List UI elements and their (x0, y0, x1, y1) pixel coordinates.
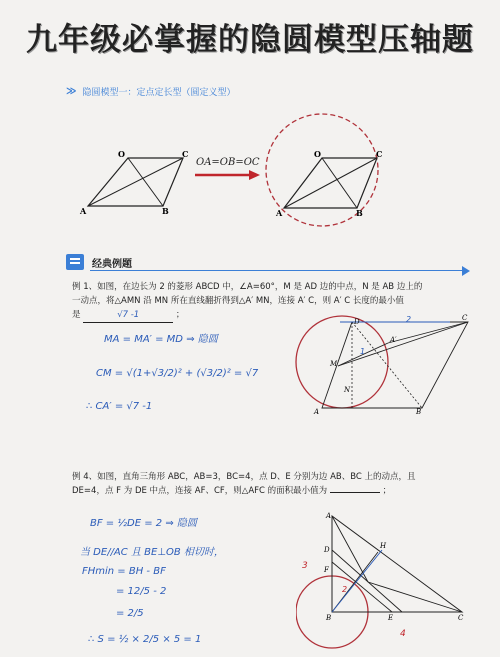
fig1-num-1: 1 (360, 347, 366, 356)
label-C: C (182, 149, 189, 159)
section-label (66, 85, 235, 98)
fig1-label-N: N (344, 386, 351, 394)
example2-suffix: ； (382, 486, 392, 496)
fig1-label-D: D (354, 318, 360, 326)
example2-line2 (72, 484, 472, 498)
equation-label: OA=OB=OC (196, 157, 260, 168)
label-B-right: B (356, 208, 363, 218)
arrow-icon (462, 266, 470, 276)
example2-blank (330, 492, 380, 493)
examples-header (66, 250, 470, 274)
example2-line2-text: DE=4，点 F 为 DE 中点，连接 AF、CF，则△AFC 的面积最小值为 (72, 486, 328, 496)
example1-line1: 例 1、如图，在边长为 2 的菱形 ABCD 中，∠A=60°，M 是 AD 边的中点，N 是 AB 边上的 (72, 282, 423, 292)
example2-hand-5: = 2/5 (116, 608, 144, 619)
book-icon (66, 254, 84, 270)
fig2-label-D: D (324, 546, 330, 554)
fig2-num-2: 2 (342, 585, 348, 594)
example1-suffix: ； (175, 310, 185, 320)
example1-figure (290, 310, 474, 428)
fig1-num-2: 2 (406, 315, 412, 324)
fig1-label-A1: A′ (390, 336, 397, 344)
example1-answer: √7 -1 (83, 308, 173, 323)
example2-figure (296, 512, 474, 652)
fig2-label-C: C (458, 614, 464, 622)
label-C-right: C (376, 149, 383, 159)
title-bar (0, 0, 500, 72)
rhombus-figure-left (78, 148, 190, 218)
label-A-right: A (276, 208, 283, 218)
rhombus-circle-figure (262, 108, 384, 232)
fig2-label-F: F (324, 566, 329, 574)
double-chevron-icon: ≫ (66, 86, 77, 97)
example2-hand-4: = 12/5 - 2 (116, 586, 167, 597)
label-B: B (162, 206, 169, 216)
transform-arrow (193, 168, 263, 182)
fig2-label-E: E (388, 614, 394, 622)
example2-hand-1: BF = ½DE = 2 ⇒ 隐圆 (90, 518, 197, 529)
example1-prefix: 是 (72, 310, 81, 320)
fig2-num-4: 4 (400, 629, 406, 639)
page-title: 九年级必掌握的隐圆模型压轴题 (26, 21, 474, 58)
fig1-label-B: B (416, 408, 422, 416)
section-label-text: 隐圆模型一：定点定长型（圆定义型） (82, 88, 236, 98)
label-O: O (118, 149, 125, 159)
fig2-label-H: H (380, 542, 387, 550)
label-A: A (80, 206, 87, 216)
header-rule (90, 270, 462, 271)
example2-hand-6: ∴ S = ½ × 2/5 × 5 = 1 (88, 634, 202, 645)
label-O-right: O (314, 149, 321, 159)
fig2-label-A: A (326, 512, 332, 520)
example2-hand-2: 当 DE//AC 且 BE⊥OB 相切时， (80, 547, 224, 558)
example2-hand-3: FHmin = BH - BF (82, 566, 166, 577)
example1-line2: 一动点，将△AMN 沿 MN 所在直线翻折得到△A′ MN，连接 A′ C，则 A′ C 长度的最小值 (72, 296, 404, 306)
example1-hand-2: CM = √(1+√3/2)² + (√3/2)² = √7 (96, 368, 259, 379)
fig2-num-3: 3 (302, 561, 308, 571)
example2-text (72, 470, 472, 498)
fig1-label-C: C (462, 314, 468, 322)
fig1-label-A: A (314, 408, 320, 416)
example1-hand-3: ∴ CA′ = √7 -1 (86, 401, 153, 412)
example2-line1: 例 4、如图，直角三角形 ABC，AB=3，BC=4，点 D、E 分别为边 AB、BC 上的动点，且 (72, 472, 416, 482)
fig1-label-M: M (330, 360, 338, 368)
examples-header-label: 经典例题 (92, 259, 132, 270)
example1-hand-1: MA = MA′ = MD ⇒ 隐圆 (104, 334, 218, 345)
fig2-label-B: B (326, 614, 332, 622)
